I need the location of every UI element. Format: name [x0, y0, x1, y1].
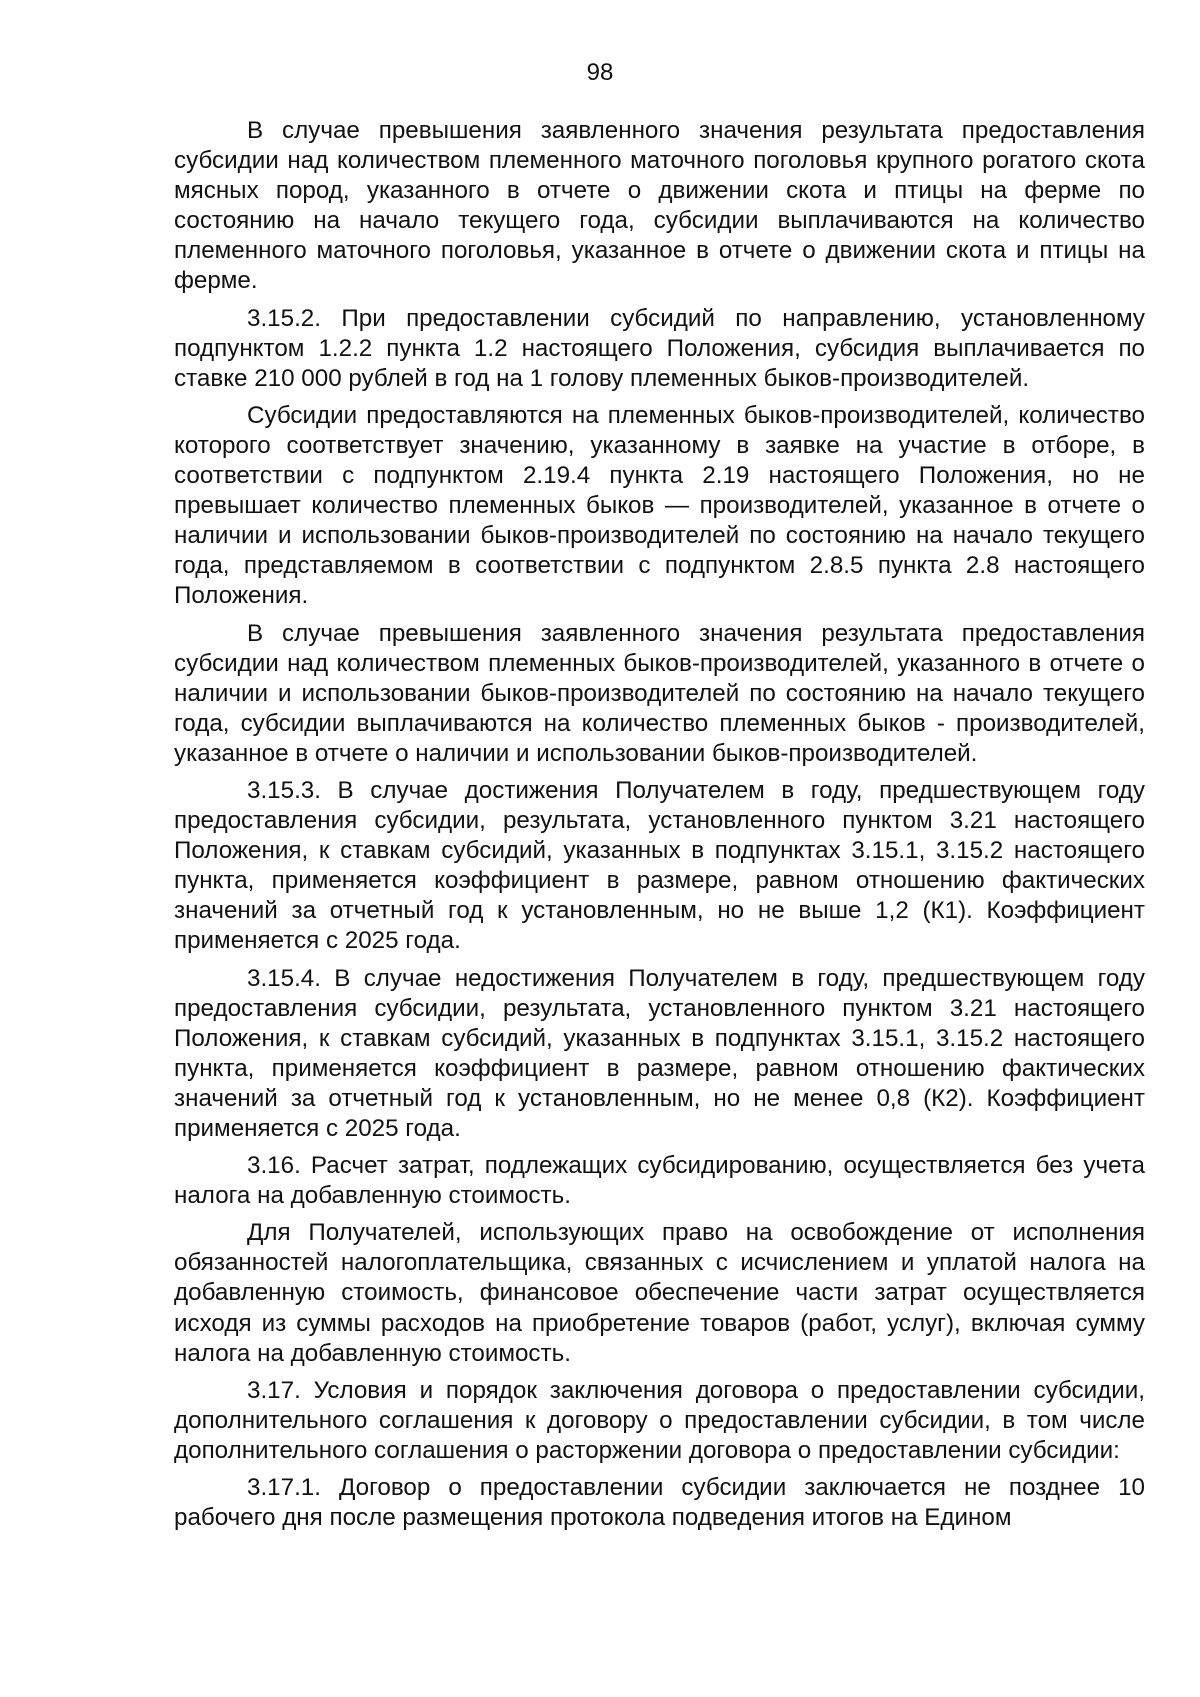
paragraph-3-15-2: 3.15.2. При предоставлении субсидий по направлению, установленному подпунктом 1.2.2 пункта 1.2 настоящего Положения, субсидия выплачивается по ставке 210 000 рублей в год на 1 голову племенных быков-производителей.: [174, 304, 1145, 392]
paragraph-3-15-2-subsidies: Субсидии предоставляются на племенных быков-производителей, количество которого соответствует значению, указанному в заявке на участие в отборе, в соответствии с подпунктом 2.19.4 пункта 2.19 настоящего Положения, но не превышает количество племенных быков — производителей, указанное в отчете о наличии и использовании быков-производителей по состоянию на начало текущего года, представляемом в соответствии с подпунктом 2.8.5 пункта 2.8 настоящего Положения.: [174, 401, 1145, 610]
paragraph-3-16: 3.16. Расчет затрат, подлежащих субсидированию, осуществляется без учета налога на добавленную стоимость.: [174, 1152, 1145, 1210]
document-body: [174, 116, 1145, 1540]
paragraph-3-15-1-excess: В случае превышения заявленного значения результата предоставления субсидии над количеством племенного маточного поголовья крупного рогатого скота мясных пород, указанного в отчете о движении скота и птицы на ферме по состоянию на начало текущего года, субсидии выплачиваются на количество племенного маточного поголовья, указанное в отчете о движении скота и птицы на ферме.: [174, 117, 1145, 295]
paragraph-3-16-vat-exempt: Для Получателей, использующих право на освобождение от исполнения обязанностей налогоплательщика, связанных с исчислением и уплатой налога на добавленную стоимость, финансовое обеспечение части затрат осуществляется исходя из суммы расходов на приобретение товаров (работ, услуг), включая сумму налога на добавленную стоимость.: [174, 1219, 1145, 1367]
paragraph-3-17-1: 3.17.1. Договор о предоставлении субсидии заключается не позднее 10 рабочего дня после размещения протокола подведения итогов на Едином: [174, 1474, 1145, 1532]
page-number: 98: [586, 59, 614, 86]
paragraph-3-17: 3.17. Условия и порядок заключения договора о предоставлении субсидии, дополнительного соглашения к договору о предоставлении субсидии, в том числе дополнительного соглашения о расторжении договора о предоставлении субсидии:: [174, 1376, 1145, 1464]
paragraph-3-15-4: 3.15.4. В случае недостижения Получателем в году, предшествующем году предоставления субсидии, результата, установленного пунктом 3.21 настоящего Положения, к ставкам субсидий, указанных в подпунктах 3.15.1, 3.15.2 настоящего пункта, применяется коэффициент в размере, равном отношению фактических значений за отчетный год к установленным, но не менее 0,8 (К2). Коэффициент применяется с 2025 года.: [174, 964, 1145, 1142]
paragraph-3-15-3: 3.15.3. В случае достижения Получателем в году, предшествующем году предоставления субсидии, результата, установленного пунктом 3.21 настоящего Положения, к ставкам субсидий, указанных в подпунктах 3.15.1, 3.15.2 настоящего пункта, применяется коэффициент в размере, равном отношению фактических значений за отчетный год к установленным, но не выше 1,2 (К1). Коэффициент применяется с 2025 года.: [174, 776, 1145, 955]
paragraph-3-15-2-excess: В случае превышения заявленного значения результата предоставления субсидии над количеством племенных быков-производителей, указанного в отчете о наличии и использовании быков-производителей по состоянию на начало текущего года, субсидии выплачиваются на количество племенных быков - производителей, указанное в отчете о наличии и использовании быков-производителей.: [174, 619, 1145, 767]
